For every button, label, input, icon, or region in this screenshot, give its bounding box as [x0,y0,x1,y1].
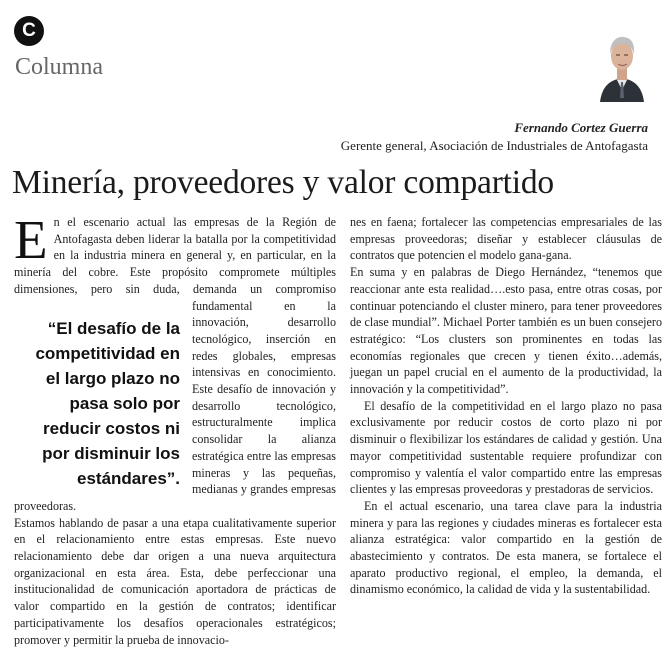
headline: Minería, proveedores y valor compartido [12,164,554,201]
author-role: Gerente general, Asociación de Industriales de Antofagasta [340,138,648,153]
pull-quote: “El desafío de la competitividad en el largo plazo no pasa solo por reducir costos ni por disminuir los estándares”. [35,318,180,488]
left-paragraph-2: Estamos hablando de pasar a una etapa cualitativamente superior en el relacionamiento entre estas empresas. Este nuevo relacionamiento debe dar origen a una nueva arquitectura organizacional en esta área. Esta, debe perfeccionar una institucionalidad de comunicación aportadora de prácticas de valor compartido en la gestión de contratos; identificar participativamente los desafíos operacionales estratégicos; promover y permitir la prueba de innovacio- [14,515,336,647]
portrait-icon [596,28,648,102]
left-paragraph-1-text: n el escenario actual las empresas de la Región de Antofagasta deben liderar la batalla por la competitividad en la industria minera en general y, en particular, en la minería del cobre. Este propósito compromete múltiples dimensiones, pero sin duda, demanda un [14,215,336,296]
column-badge [14,16,44,46]
author-block [341,119,648,155]
right-paragraph-1: nes en faena; fortalecer las competencias empresariales de las empresas proveedoras; diseñar y establecer cláusulas de contratos que potencien el modelo gana-gana. [350,215,662,263]
left-column [14,209,336,648]
right-paragraph-4: En el actual escenario, una tarea clave para la industria minera y para las regiones y ciudades mineras es fortalecer esta alianza estratégica: valor compartido en la gestión de abastecimiento y contratos. De esta manera, se fortalece el aparato productivo regional, el empleo, la demanda, el dinamismo económico, la calidad de vida y la sustentabilidad. [350,498,662,597]
right-paragraph-3: El desafío de la competitividad en el largo plazo no pasa exclusivamente por reducir costos de corto plazo ni por disminuir o flexibilizar los estándares de calidad y gestión. Una mayor competitividad sustentable requiere profundizar con compromiso y valentía el valor compartido entre las empresas clientes y las empresas proveedoras y prestadoras de servicios. [350,398,662,497]
badge-letter: C [22,20,36,41]
section-label: Columna [15,54,103,80]
left-paragraph-1 [14,209,336,515]
right-column [350,214,662,598]
author-name: Fernando Cortez Guerra [514,120,648,135]
drop-cap: E [14,209,48,270]
right-paragraph-2: En suma y en palabras de Diego Hernández, “tenemos que reaccionar ante esta realidad….esto pasa, entre otras cosas, por continuar potenciando el cluster minero, para tener proveedores de clase mundial”. Michael Porter también es un buen consejero estratégico: “Los clusters son prominentes en todas las economías regionales que crecen y tienen éxito…además, juegan un papel crucial en el aumento de la productividad, la innovación y la competitividad”. [350,265,662,397]
left-paragraph-1-continued: compromiso fundamental en la innovación, desarrollo tecnológico, inserción en redes globales, empresas intensivas en conocimiento. Este desafío de innovación y desarrollo tecnológico, estructuralmente implica consolidar la alianza estratégica entre las empresas mineras y las pequeñas, medianas y grandes empresas proveedoras. [14,281,336,513]
